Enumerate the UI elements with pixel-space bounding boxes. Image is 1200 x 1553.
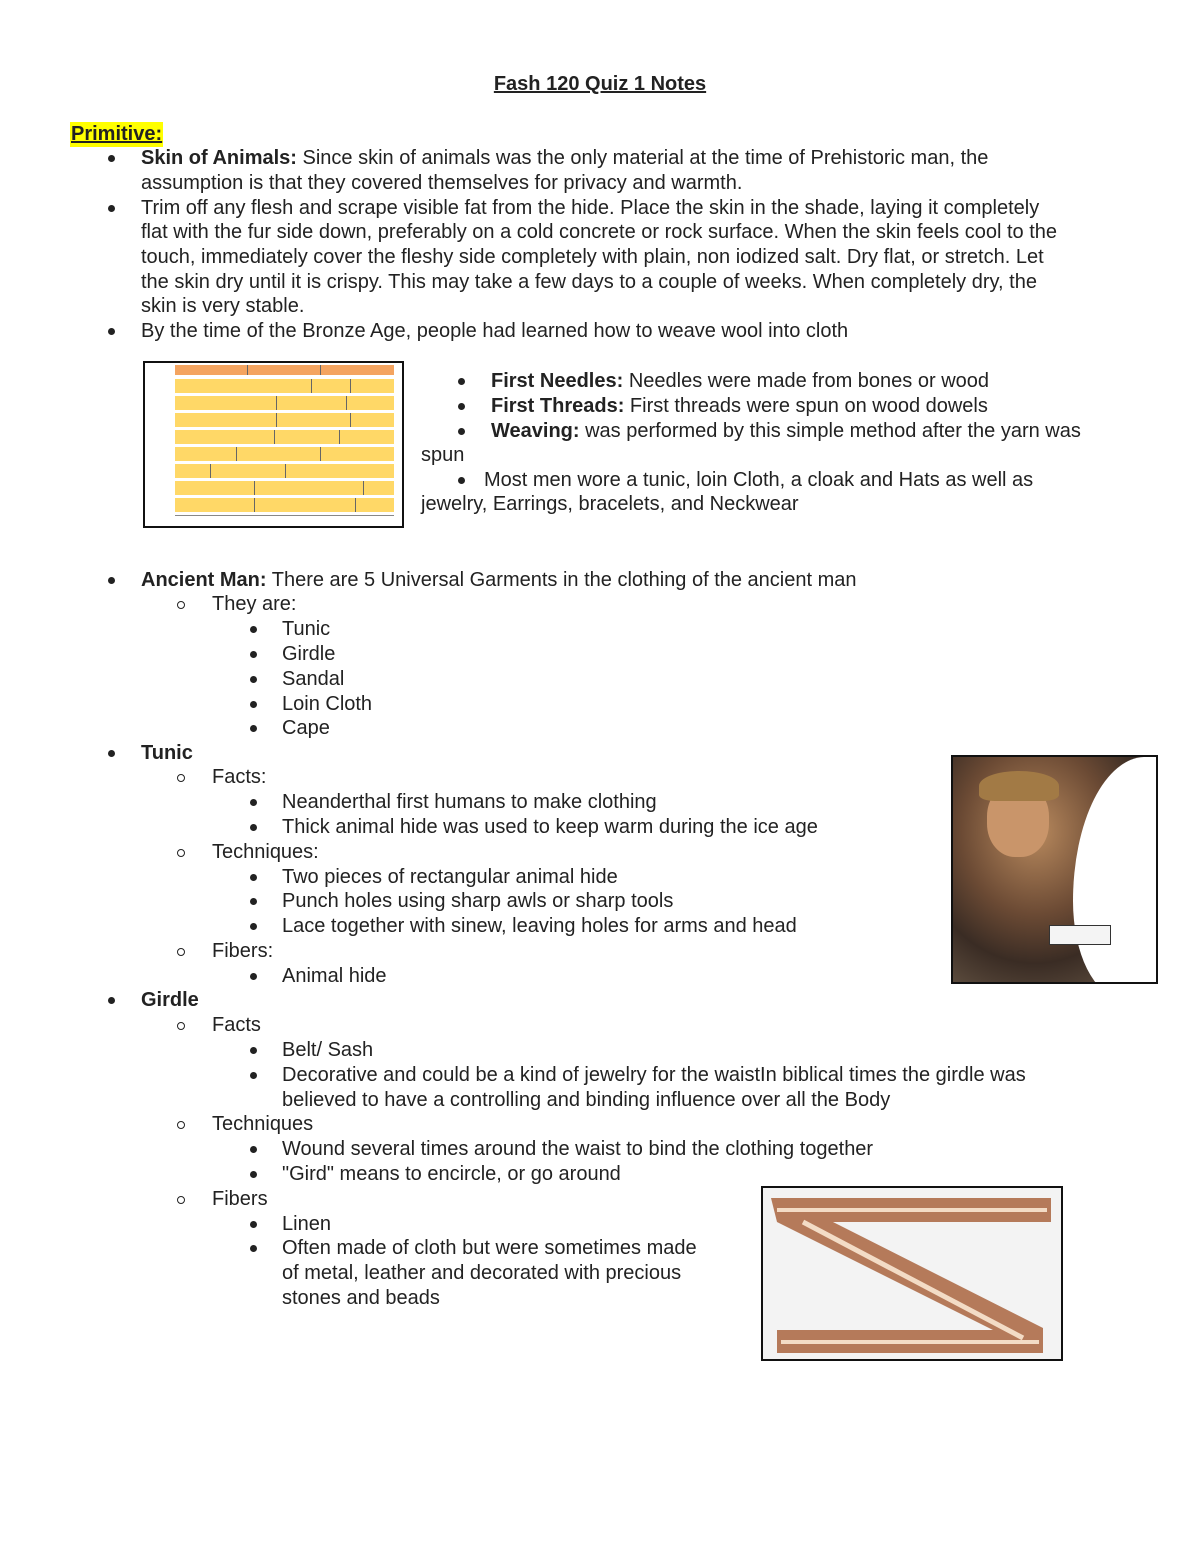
skin-text: Since skin of animals was the only material at the time of Prehistoric man, the: [296, 147, 989, 169]
girdle-fact-line: Decorative and could be a kind of jewelry for the waistIn biblical times the girdle was: [282, 1064, 1026, 1086]
threads-label: First Threads:: [491, 395, 625, 417]
bullet-dot: [458, 428, 465, 435]
girdle-sash-photo: [761, 1186, 1063, 1361]
men-text: Most men wore a tunic, loin Cloth, a cloak and Hats as well as: [484, 469, 1034, 491]
tunic-label: Tunic: [141, 742, 193, 764]
timeline-row: [175, 464, 394, 478]
garment-item: Loin Cloth: [282, 693, 373, 715]
ancient-sub: They are:: [212, 593, 297, 615]
bullet-dot: [250, 923, 257, 930]
bullet-circle: [177, 849, 185, 857]
bullet-dot: [458, 403, 465, 410]
girdle-tech-label: Techniques: [212, 1113, 314, 1135]
trim-line-5: skin is very stable.: [141, 295, 305, 317]
timeline-row: [175, 379, 394, 393]
girdle-facts-label: Facts: [212, 1014, 261, 1036]
bullet-dot: [250, 651, 257, 658]
girdle-fiber-line: of metal, leather and decorated with precious: [282, 1262, 682, 1284]
photo-caption-box: [1049, 925, 1111, 945]
tunic-fibers-label: Fibers:: [212, 940, 274, 962]
girdle-fibers-label: Fibers: [212, 1188, 268, 1210]
document-title: Fash 120 Quiz 1 Notes: [493, 73, 707, 95]
girdle-fact-line: believed to have a controlling and binding influence over all the Body: [282, 1089, 891, 1111]
girdle-fact: Belt/ Sash: [282, 1039, 374, 1061]
bullet-dot: [250, 898, 257, 905]
timeline-row: [175, 396, 394, 410]
timeline-row: [175, 498, 394, 512]
garment-item: Tunic: [282, 618, 331, 640]
tunic-fiber: Animal hide: [282, 965, 387, 987]
tunic-technique: Punch holes using sharp awls or sharp tools: [282, 890, 674, 912]
garment-item: Girdle: [282, 643, 336, 665]
timeline-row: [175, 447, 394, 461]
bullet-dot: [108, 328, 115, 335]
timeline-header-row: [175, 365, 394, 375]
tunic-tech-label: Techniques:: [212, 841, 319, 863]
sash-illustration: [763, 1188, 1060, 1358]
bullet-dot: [250, 626, 257, 633]
girdle-label: Girdle: [141, 989, 199, 1011]
trim-line-3: touch, immediately cover the fleshy side completely with plain, non iodized salt. Dry flat, or stretch. Let: [141, 246, 1044, 268]
weaving-label: Weaving:: [491, 420, 580, 442]
girdle-fiber-line: stones and beads: [282, 1287, 440, 1309]
ancient-text: There are 5 Universal Garments in the clothing of the ancient man: [266, 569, 857, 591]
tunic-facts-label: Facts:: [212, 766, 267, 788]
timeline-row: [175, 481, 394, 495]
bullet-circle: [177, 948, 185, 956]
bullet-dot: [250, 799, 257, 806]
tunic-fact: Neanderthal first humans to make clothing: [282, 791, 657, 813]
bullet-dot: [250, 725, 257, 732]
timeline-image: [143, 361, 404, 528]
threads-text: First threads were spun on wood dowels: [624, 395, 988, 417]
bullet-circle: [177, 1121, 185, 1129]
bullet-circle: [177, 1022, 185, 1030]
garment-item: Sandal: [282, 668, 345, 690]
bullet-dot: [250, 1146, 257, 1153]
needles-text: Needles were made from bones or wood: [623, 370, 990, 392]
trim-line-4: the skin dry until it is crispy. This may take a few days to a couple of weeks. When completely dry, the: [141, 271, 1037, 293]
tunic-technique: Two pieces of rectangular animal hide: [282, 866, 618, 888]
bullet-dot: [250, 1072, 257, 1079]
bullet-dot: [250, 874, 257, 881]
trim-line-1: Trim off any flesh and scrape visible fat from the hide. Place the skin in the shade, laying it completely: [141, 197, 1040, 219]
skin-label: Skin of Animals:: [141, 147, 297, 169]
neanderthal-hair: [979, 771, 1059, 801]
timeline-row: [175, 430, 394, 444]
men-cont: jewelry, Earrings, bracelets, and Neckwear: [421, 493, 799, 515]
bullet-circle: [177, 774, 185, 782]
sash-stripe: [803, 1222, 1023, 1338]
girdle-technique: "Gird" means to encircle, or go around: [282, 1163, 621, 1185]
needles-label: First Needles:: [491, 370, 624, 392]
bullet-circle: [177, 1196, 185, 1204]
bullet-dot: [108, 997, 115, 1004]
girdle-technique: Wound several times around the waist to bind the clothing together: [282, 1138, 874, 1160]
girdle-fiber-line: Often made of cloth but were sometimes made: [282, 1237, 697, 1259]
bullet-dot: [250, 1245, 257, 1252]
bronze-text: By the time of the Bronze Age, people had learned how to weave wool into cloth: [141, 320, 849, 342]
weaving-cont: spun: [421, 444, 465, 466]
trim-line-2: flat with the fur side down, preferably on a cold concrete or rock surface. When the skin feels cool to the: [141, 221, 1058, 243]
tunic-technique: Lace together with sinew, leaving holes for arms and head: [282, 915, 797, 937]
bullet-dot: [250, 701, 257, 708]
bullet-dot: [250, 1047, 257, 1054]
neanderthal-photo: [951, 755, 1158, 984]
weaving-text: was performed by this simple method after the yarn was: [579, 420, 1081, 442]
bullet-dot: [108, 205, 115, 212]
garment-item: Cape: [282, 717, 330, 739]
bullet-dot: [250, 676, 257, 683]
bullet-dot: [458, 378, 465, 385]
bullet-dot: [108, 750, 115, 757]
skin-text-2: assumption is that they covered themselves for privacy and warmth.: [141, 172, 743, 194]
bullet-dot: [250, 973, 257, 980]
timeline-row: [175, 413, 394, 427]
bullet-circle: [177, 601, 185, 609]
ancient-label: Ancient Man:: [141, 569, 267, 591]
section-heading-primitive: Primitive:: [71, 123, 163, 145]
bullet-dot: [250, 1171, 257, 1178]
bullet-dot: [250, 824, 257, 831]
tunic-fact: Thick animal hide was used to keep warm during the ice age: [282, 816, 818, 838]
bullet-dot: [108, 155, 115, 162]
bullet-dot: [108, 577, 115, 584]
bullet-dot: [458, 477, 465, 484]
timeline-axis: [175, 515, 394, 522]
girdle-fiber: Linen: [282, 1213, 331, 1235]
bullet-dot: [250, 1221, 257, 1228]
